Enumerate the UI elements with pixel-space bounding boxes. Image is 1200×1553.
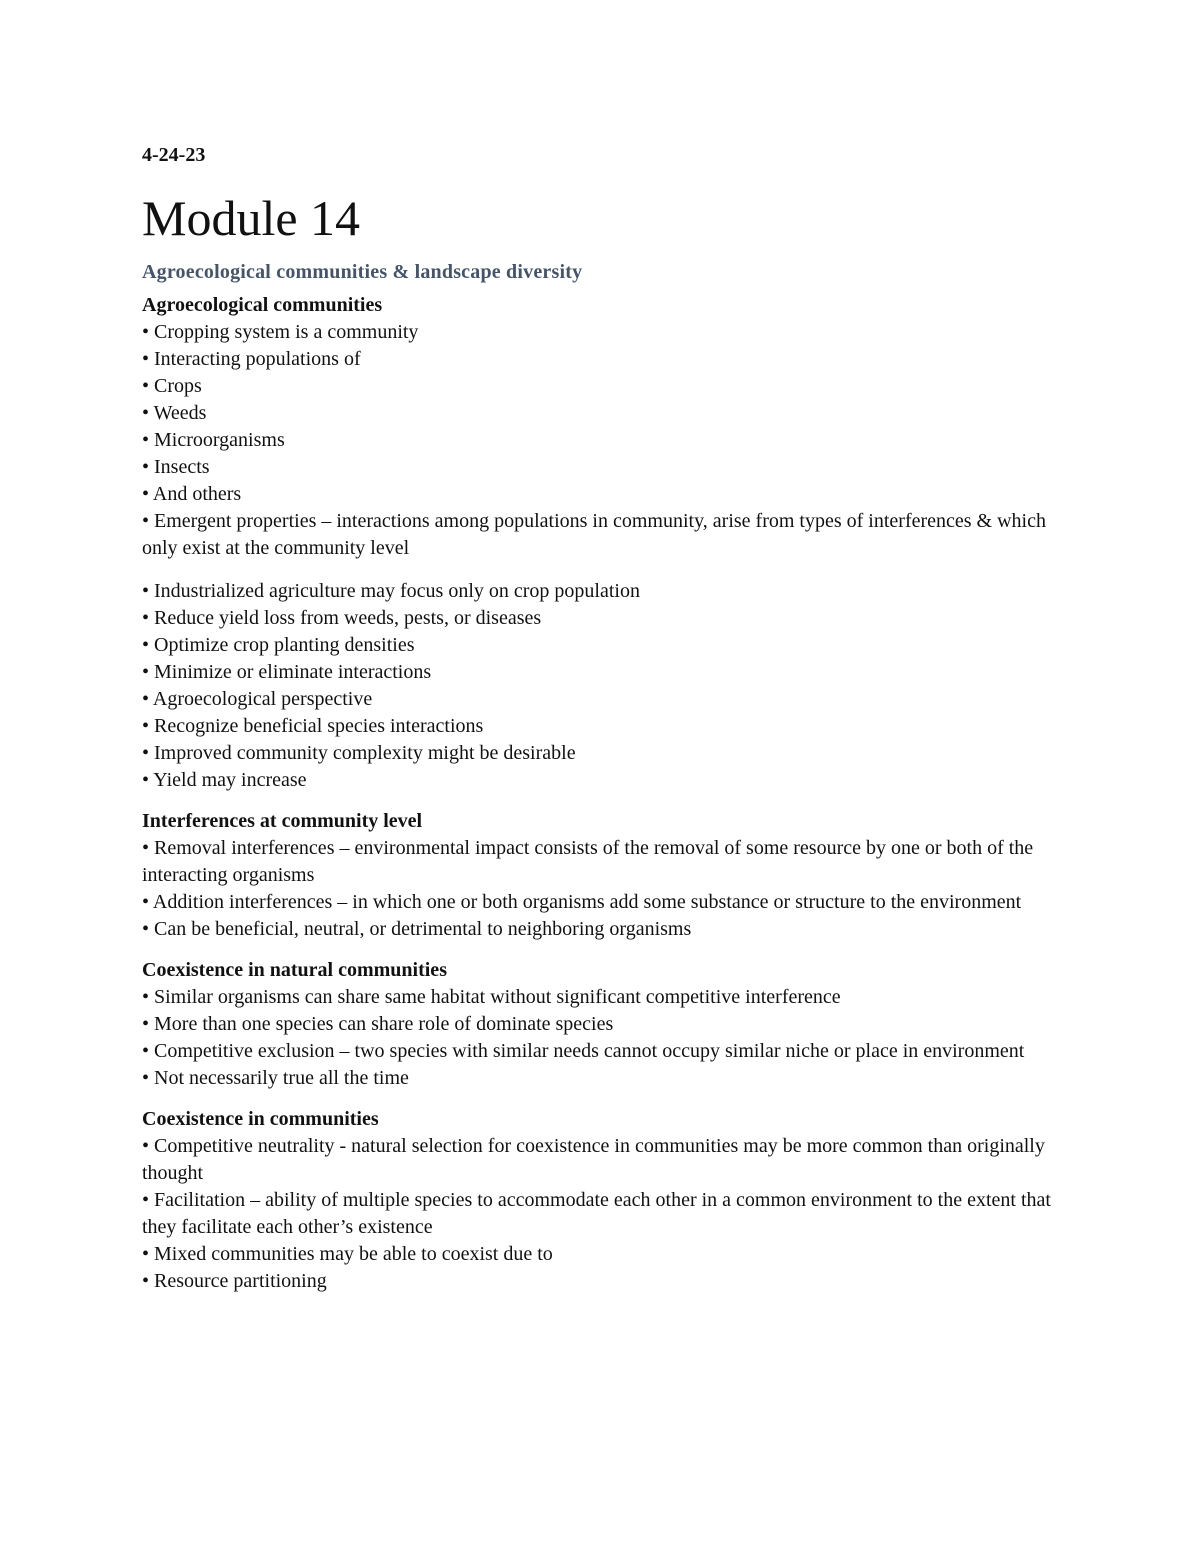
page-subtitle: Agroecological communities & landscape diversity	[142, 261, 583, 283]
section-heading: Coexistence in communities	[142, 1108, 379, 1130]
document-page	[142, 140, 1082, 1295]
list-item: • Emergent properties – interactions among populations in community, arise from types of interferences & which only exist at the community level	[142, 510, 1046, 559]
section-heading: Coexistence in natural communities	[142, 959, 447, 981]
list-item: • Competitive exclusion – two species with similar needs cannot occupy similar niche or place in environment	[142, 1040, 1025, 1062]
list-item: • Addition interferences – in which one or both organisms add some substance or structure to the environment	[142, 891, 1022, 913]
list-item: • Recognize beneficial species interactions	[142, 715, 484, 737]
list-item: • Insects	[142, 456, 210, 478]
list-item: • Similar organisms can share same habitat without significant competitive interference	[142, 986, 841, 1008]
list-item: • Reduce yield loss from weeds, pests, or diseases	[142, 607, 542, 629]
list-item: • Resource partitioning	[142, 1270, 327, 1292]
list-item: • Not necessarily true all the time	[142, 1067, 409, 1089]
list-item: • Removal interferences – environmental impact consists of the removal of some resource by one or both of the interacting organisms	[142, 837, 1034, 886]
section-heading: Interferences at community level	[142, 810, 423, 832]
list-item: • Minimize or eliminate interactions	[142, 661, 432, 683]
page-title: Module 14	[142, 190, 361, 246]
list-item: • Optimize crop planting densities	[142, 634, 415, 656]
list-item: • Agroecological perspective	[142, 688, 373, 710]
section-heading: Agroecological communities	[142, 294, 383, 316]
list-item: • Mixed communities may be able to coexist due to	[142, 1243, 553, 1265]
section-agroecological-communities	[142, 292, 1082, 562]
list-item: • Can be beneficial, neutral, or detrimental to neighboring organisms	[142, 918, 692, 940]
section-industrialized-agriculture	[142, 578, 1082, 794]
document-date: 4-24-23	[142, 144, 206, 166]
list-item: • Crops	[142, 375, 202, 397]
list-item: • Microorganisms	[142, 429, 285, 451]
list-item: • Industrialized agriculture may focus only on crop population	[142, 580, 640, 602]
list-item: • Interacting populations of	[142, 348, 361, 370]
list-item: • Weeds	[142, 402, 207, 424]
section-coexistence-communities	[142, 1106, 1082, 1295]
list-item: • And others	[142, 483, 242, 505]
list-item: • Competitive neutrality - natural selection for coexistence in communities may be more common than originally thought	[142, 1135, 1045, 1184]
list-item: • Cropping system is a community	[142, 321, 419, 343]
section-coexistence-natural	[142, 957, 1082, 1092]
list-item: • Improved community complexity might be desirable	[142, 742, 576, 764]
list-item: • Yield may increase	[142, 769, 307, 791]
section-interferences	[142, 808, 1082, 943]
list-item: • More than one species can share role of dominate species	[142, 1013, 614, 1035]
list-item: • Facilitation – ability of multiple species to accommodate each other in a common environment to the extent that they facilitate each other’s existence	[142, 1189, 1051, 1238]
